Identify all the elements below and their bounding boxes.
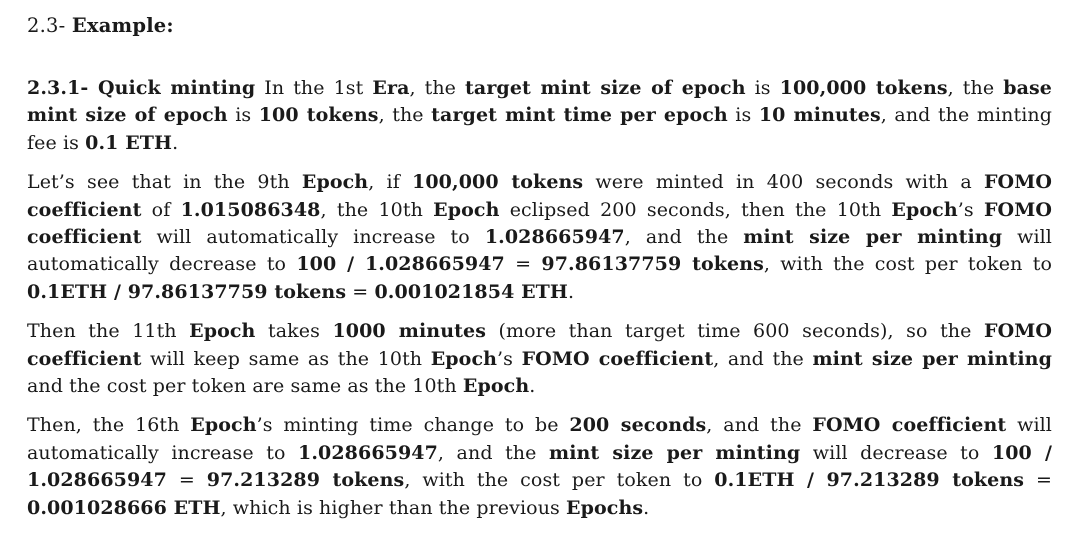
bold-text-run: mint size per minting <box>812 347 1052 370</box>
bold-text-run: 100,000 tokens <box>412 171 584 194</box>
text-run: of <box>141 198 181 221</box>
paragraph-epoch-9-10 <box>27 169 1052 306</box>
text-run: will keep same as the 10th <box>141 347 431 370</box>
text-run: = <box>166 469 207 492</box>
bold-text-run: target mint size of epoch <box>465 77 746 99</box>
bold-text-run: FOMO coefficient <box>27 198 1052 249</box>
text-run: In the 1st <box>255 77 373 99</box>
text-run: = <box>346 280 375 303</box>
bold-text-run: 100 / 1.028665947 <box>27 441 1052 492</box>
text-run: , and the <box>624 226 744 249</box>
text-run: ’s <box>497 347 522 370</box>
bold-text-run: target mint time per epoch <box>431 104 728 127</box>
text-run: , with the cost per token to <box>763 253 1052 276</box>
bold-text-run: 100,000 tokens <box>779 77 948 99</box>
bold-text-run: 1.015086348 <box>180 198 321 221</box>
text-run: . <box>643 496 650 519</box>
bold-text-run: FOMO coefficient <box>521 347 714 370</box>
text-run: = <box>1024 469 1052 492</box>
text-run: Then the 11th <box>27 320 190 343</box>
bold-text-run: 2.3.1- Quick minting <box>27 77 256 99</box>
text-run: Let’s see that in the 9th <box>27 171 302 194</box>
bold-text-run: 0.1ETH / 97.213289 tokens <box>714 469 1025 492</box>
bold-text-run: Epoch <box>462 375 530 398</box>
bold-text-run: 1.028665947 <box>484 226 625 249</box>
text-run: is <box>227 104 259 127</box>
text-run: eclipsed 200 seconds, then the 10th <box>499 198 892 221</box>
text-run: , if <box>368 171 413 194</box>
bold-text-run: 0.1 ETH <box>85 131 173 154</box>
bold-text-run: 0.1ETH / 97.86137759 tokens <box>27 280 347 303</box>
text-run: , and the <box>437 441 549 464</box>
bold-text-run: 97.213289 tokens <box>206 469 405 492</box>
text-run: ’s minting time change to be <box>256 414 570 437</box>
bold-text-run: 1.028665947 <box>298 441 438 464</box>
text-run: takes <box>255 320 333 343</box>
text-run: will automatically increase to <box>27 414 1052 464</box>
text-run: , with the cost per token to <box>404 469 715 492</box>
bold-text-run: 10 minutes <box>758 104 881 127</box>
section-heading <box>27 12 1052 40</box>
bold-text-run: mint size per minting <box>743 226 1003 249</box>
text-run: , and the <box>713 347 813 370</box>
bold-text-run: 100 / 1.028665947 <box>296 253 505 276</box>
text-run: , and the minting fee is <box>27 104 1052 154</box>
bold-text-run: Epoch <box>189 320 256 343</box>
text-run: , the <box>409 77 466 99</box>
bold-text-run: Epoch <box>430 347 498 370</box>
bold-text-run: FOMO coefficient <box>27 171 1052 221</box>
text-run: , the 10th <box>320 198 434 221</box>
text-run: , which is higher than the previous <box>220 496 567 519</box>
bold-text-run: FOMO coefficient <box>27 320 1053 370</box>
bold-text-run: Epoch <box>190 414 257 437</box>
text-run: will automatically increase to <box>141 226 485 249</box>
text-run: . <box>172 131 179 154</box>
paragraph-quick-minting <box>27 75 1052 157</box>
bold-text-run: Epoch <box>433 198 500 221</box>
text-run: , the <box>947 77 1004 99</box>
paragraph-epoch-16 <box>27 412 1052 522</box>
text-run: (more than target time 600 seconds), so the <box>486 320 984 343</box>
bold-text-run: 1000 minutes <box>332 320 486 343</box>
bold-text-run: 97.86137759 tokens <box>541 253 764 276</box>
bold-text-run: Epoch <box>891 198 958 221</box>
text-run: ’s <box>957 198 984 221</box>
text-run: , and the <box>706 414 813 437</box>
bold-text-run: 200 seconds <box>569 414 707 437</box>
bold-text-run: Epoch <box>301 171 369 194</box>
text-run: and the cost per token are same as the 10th <box>27 375 463 398</box>
bold-text-run: 0.001021854 ETH <box>374 280 568 303</box>
text-run: Then, the 16th <box>27 414 191 437</box>
paragraph-epoch-11 <box>27 318 1052 400</box>
section-number: 2.3- <box>27 14 66 37</box>
text-run: . <box>529 375 536 398</box>
document-page <box>27 12 1052 534</box>
bold-text-run: 0.001028666 ETH <box>27 496 221 519</box>
text-run: = <box>504 253 542 276</box>
bold-text-run: base mint size of epoch <box>27 77 1052 127</box>
bold-text-run: FOMO coefficient <box>812 414 1007 437</box>
text-run: , the <box>378 104 432 127</box>
text-run: will decrease to <box>800 441 992 464</box>
bold-text-run: Epochs <box>566 496 644 519</box>
bold-text-run: 100 tokens <box>258 104 379 127</box>
section-title: Example: <box>71 14 174 37</box>
bold-text-run: Era <box>372 77 410 99</box>
text-run: . <box>567 280 575 303</box>
text-run: will automatically decrease to <box>27 226 1052 276</box>
bold-text-run: mint size per minting <box>548 441 801 464</box>
text-run: were minted in 400 seconds with a <box>583 171 984 194</box>
text-run: is <box>745 77 780 99</box>
text-run: is <box>727 104 759 127</box>
